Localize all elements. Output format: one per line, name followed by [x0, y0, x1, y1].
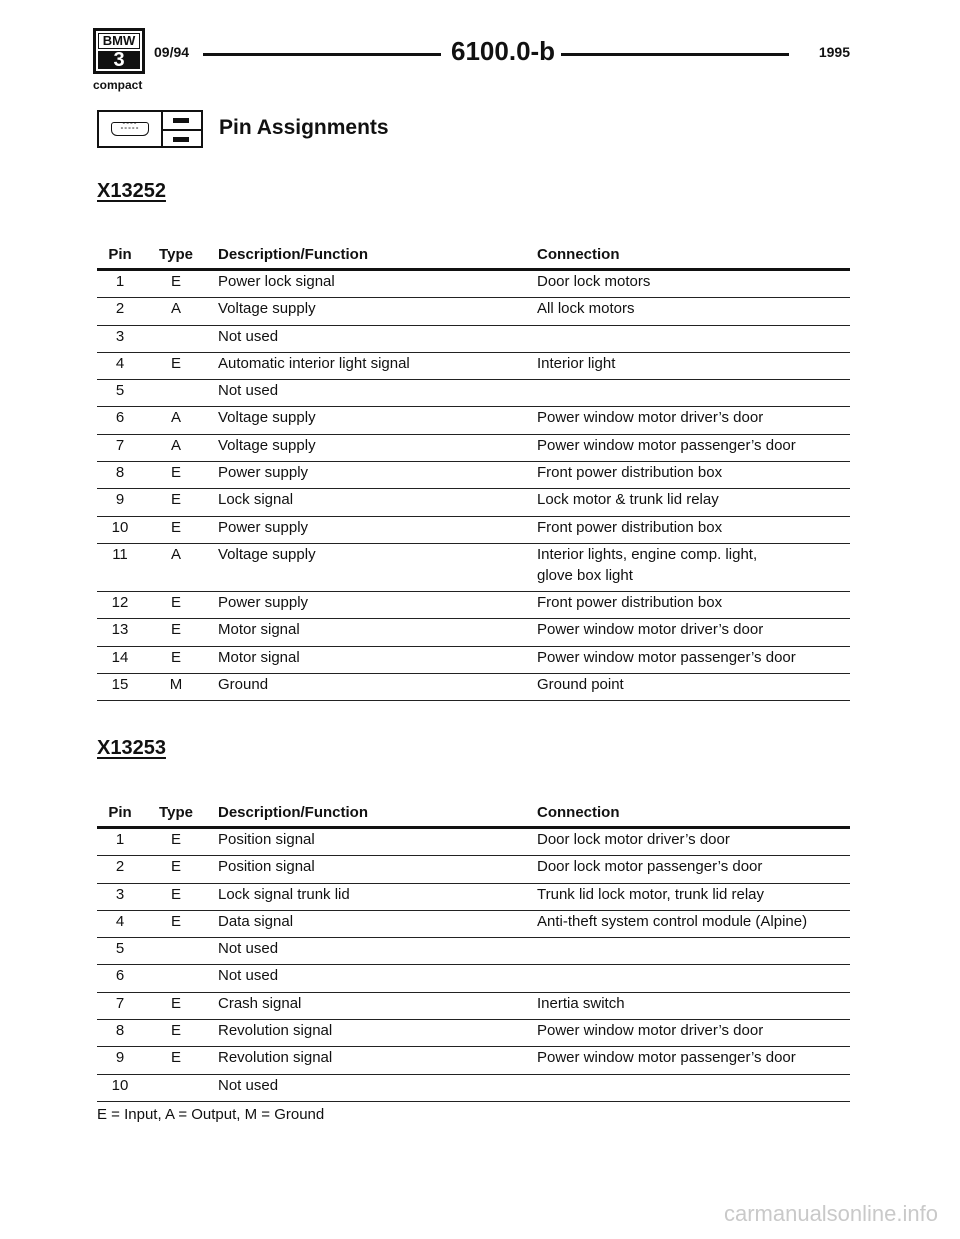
table-row: [97, 380, 850, 407]
pin-cell: 7: [115, 436, 125, 454]
connector-icon: °°°° °°°°°: [97, 110, 163, 148]
col-description: Description/Function: [218, 246, 368, 263]
connection-cell: Door lock motors: [537, 273, 651, 290]
pin-cell: 15: [111, 675, 129, 693]
connection-cell: Inertia switch: [537, 994, 625, 1012]
connection-cell: Door lock motor driver’s door: [537, 831, 730, 848]
pin-cell: 5: [115, 382, 125, 400]
description-cell: Position signal: [218, 858, 315, 876]
description-cell: Motor signal: [218, 648, 300, 666]
connection-cell: Power window motor passenger’s door: [537, 1049, 796, 1067]
description-cell: Position signal: [218, 831, 315, 848]
table-row: [97, 353, 850, 380]
pin-cell: 14: [111, 648, 129, 666]
type-cell: A: [170, 409, 181, 427]
pin-cell: 13: [111, 621, 129, 639]
connection-cell: Front power distribution box: [537, 593, 723, 611]
table-row: [97, 965, 850, 992]
type-cell: E: [170, 518, 181, 536]
description-cell: Revolution signal: [218, 1049, 333, 1067]
header-rule-right: [561, 53, 789, 56]
table-row: [97, 1020, 850, 1047]
pin-cell: 4: [115, 912, 125, 930]
type-cell: E: [170, 912, 181, 930]
header-rule-left: [203, 53, 441, 56]
table-row: [97, 856, 850, 883]
connection-cell: Interior lights, engine comp. light, glove box light: [537, 545, 758, 584]
pin-table-x13252: [97, 246, 850, 701]
connection-cell: Interior light: [537, 354, 616, 372]
description-cell: Voltage supply: [218, 436, 316, 454]
type-cell: E: [170, 831, 181, 848]
connection-cell: Door lock motor passenger’s door: [537, 858, 763, 876]
pin-cell: 6: [115, 967, 125, 985]
type-cell: E: [170, 994, 181, 1012]
description-cell: Voltage supply: [218, 545, 316, 563]
connection-cell: Trunk lid lock motor, trunk lid relay: [537, 885, 765, 903]
type-cell: E: [170, 1049, 181, 1067]
description-cell: Ground: [218, 675, 269, 693]
watermark: carmanualsonline.info: [723, 1201, 938, 1226]
connection-cell: Ground point: [537, 675, 624, 693]
pin-cell: 2: [115, 858, 125, 876]
type-cell: E: [170, 273, 181, 290]
type-cell: E: [170, 464, 181, 482]
description-cell: Lock signal: [218, 491, 294, 509]
connection-cell: Lock motor & trunk lid relay: [537, 491, 719, 509]
description-cell: Motor signal: [218, 621, 300, 639]
type-cell: E: [170, 491, 181, 509]
description-cell: Not used: [218, 967, 279, 985]
pin-cell: 12: [111, 593, 129, 611]
col-description: Description/Function: [218, 804, 368, 821]
table-row: [97, 517, 850, 544]
pin-cell: 3: [115, 885, 125, 903]
type-cell: E: [170, 593, 181, 611]
type-cell: A: [170, 300, 181, 318]
description-cell: Voltage supply: [218, 409, 316, 427]
connection-cell: Power window motor passenger’s door: [537, 648, 796, 666]
table-row: [97, 647, 850, 674]
pin-cell: 8: [115, 464, 125, 482]
pin-table-x13253: [97, 804, 850, 1102]
connector-id-x13253: X13253: [97, 737, 166, 759]
type-cell: E: [170, 885, 181, 903]
document-number: 6100.0-b: [451, 36, 556, 66]
table-row: [97, 938, 850, 965]
header-date: 09/94: [154, 44, 190, 60]
type-cell: E: [170, 621, 181, 639]
connector-id-x13252: X13252: [97, 180, 166, 202]
col-type: Type: [159, 246, 193, 263]
logo-subtitle: compact: [93, 78, 143, 92]
col-type: Type: [159, 804, 193, 821]
table-row: [97, 462, 850, 489]
description-cell: Revolution signal: [218, 1022, 333, 1040]
pin-cell: 1: [115, 273, 125, 290]
bmw-logo: [93, 28, 145, 74]
col-pin: Pin: [108, 246, 132, 263]
description-cell: Not used: [218, 940, 279, 958]
col-pin: Pin: [108, 804, 132, 821]
pin-cell: 3: [115, 327, 125, 345]
pin-cell: 2: [115, 300, 125, 318]
table-row: [97, 1075, 850, 1102]
connection-cell: Power window motor driver’s door: [537, 1022, 764, 1040]
type-cell: M: [169, 675, 183, 693]
pin-cell: 1: [115, 831, 125, 848]
table-row: [97, 489, 850, 516]
table-row: [97, 993, 850, 1020]
col-connection: Connection: [537, 246, 620, 263]
connection-cell: Power window motor driver’s door: [537, 409, 764, 427]
table-row: [97, 592, 850, 619]
table-row: [97, 435, 850, 462]
description-cell: Not used: [218, 327, 279, 345]
legend-footnote: E = Input, A = Output, M = Ground: [97, 1106, 325, 1123]
type-cell: E: [170, 354, 181, 372]
connection-cell: Front power distribution box: [537, 464, 723, 482]
logo-brand: BMW: [98, 33, 140, 49]
description-cell: Not used: [218, 382, 279, 400]
type-cell: E: [170, 858, 181, 876]
table-row: [97, 619, 850, 646]
pin-cell: 10: [111, 1076, 129, 1094]
table-row: [97, 271, 850, 298]
connection-cell: Front power distribution box: [537, 518, 723, 536]
table-row: [97, 298, 850, 325]
page-title: Pin Assignments: [219, 116, 389, 139]
table-header: [97, 246, 850, 268]
type-cell: E: [170, 648, 181, 666]
logo-series: 3: [98, 51, 140, 69]
connection-cell: All lock motors: [537, 300, 635, 318]
description-cell: Power supply: [218, 518, 309, 536]
pin-cell: 8: [115, 1022, 125, 1040]
pin-cell: 6: [115, 409, 125, 427]
pin-cell: 11: [112, 545, 128, 563]
table-row: [97, 544, 850, 592]
connection-cell: Power window motor driver’s door: [537, 621, 764, 639]
table-row: [97, 407, 850, 434]
pin-cell: 9: [115, 491, 125, 509]
description-cell: Automatic interior light signal: [218, 354, 410, 372]
header-year: 1995: [818, 44, 850, 60]
description-cell: Not used: [218, 1076, 279, 1094]
connection-cell: Power window motor passenger’s door: [537, 436, 796, 454]
type-cell: A: [170, 545, 181, 563]
pin-cell: 7: [115, 994, 125, 1012]
type-cell: A: [170, 436, 181, 454]
table-row: [97, 829, 850, 856]
table-row: [97, 674, 850, 701]
description-cell: Power lock signal: [218, 273, 335, 290]
table-row: [97, 884, 850, 911]
connection-cell: Anti-theft system control module (Alpine): [537, 912, 808, 930]
pin-cell: 9: [115, 1049, 125, 1067]
description-cell: Voltage supply: [218, 300, 316, 318]
pin-cell: 5: [115, 940, 125, 958]
description-cell: Crash signal: [218, 994, 302, 1012]
pin-cell: 4: [115, 354, 125, 372]
page-header: [93, 28, 850, 98]
type-cell: E: [170, 1022, 181, 1040]
pin-cell: 10: [111, 518, 129, 536]
table-header: [97, 804, 850, 826]
pin-assignment-icon: [163, 110, 203, 148]
description-cell: Lock signal trunk lid: [218, 885, 350, 903]
description-cell: Data signal: [218, 912, 294, 930]
description-cell: Power supply: [218, 464, 309, 482]
table-row: [97, 1047, 850, 1074]
table-row: [97, 911, 850, 938]
table-row: [97, 326, 850, 353]
description-cell: Power supply: [218, 593, 309, 611]
col-connection: Connection: [537, 804, 620, 821]
